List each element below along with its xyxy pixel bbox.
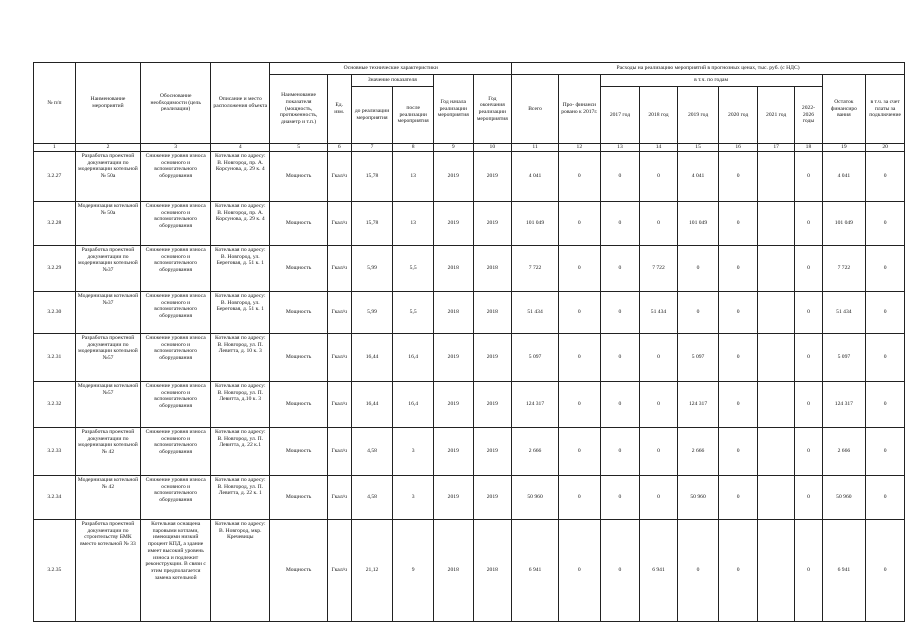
value-after: 9: [393, 520, 434, 622]
location: Котельная по адресу: В. Новгород, ул. П. Левитта, д.10 к. 3: [211, 382, 270, 428]
location: Котельная по адресу: В. Новгород, пр. А. Корсунова, д. 29 к. 4: [211, 202, 270, 246]
indicator: Мощность: [270, 202, 327, 246]
indicator: Мощность: [270, 246, 327, 292]
header-tech-group: Основные технические характеристики: [270, 63, 512, 75]
row-num: 3.2.31: [34, 334, 76, 382]
end-year: 2019: [473, 202, 512, 246]
incl-connection-fee: 0: [866, 334, 905, 382]
total-cost: 101 049: [512, 202, 559, 246]
indicator: Мощность: [270, 382, 327, 428]
column-number: 16: [719, 144, 758, 152]
cost-2021: [757, 152, 795, 202]
indicator: Мощность: [270, 476, 327, 520]
cost-2017: 0: [600, 202, 640, 246]
total-cost: 50 960: [512, 476, 559, 520]
cost-2022-2026: 0: [795, 334, 822, 382]
unit: Гкал/ч: [327, 246, 351, 292]
cost-2018: 0: [640, 152, 678, 202]
justification: Снижение уровня износа основного и вспомогательного оборудования: [141, 382, 211, 428]
location: Котельная по адресу: В. Новгород, мкр. Кречевицы: [211, 520, 270, 622]
column-number: 18: [795, 144, 822, 152]
cost-2018: 7 722: [640, 246, 678, 292]
cost-2021: [757, 334, 795, 382]
row-num: 3.2.32: [34, 382, 76, 428]
header-unit: Ед. изм.: [327, 75, 351, 144]
header-remaining: Остаток финансиро вания: [822, 75, 866, 144]
total-cost: 51 434: [512, 292, 559, 334]
cost-2017: 0: [600, 246, 640, 292]
measure-name: Разработка проектной документации по модернизации котельной №57: [75, 334, 141, 382]
justification: Снижение уровня износа основного и вспомогательного оборудования: [141, 428, 211, 476]
measure-name: Разработка проектной документации по строительству БМК вместо котельной № 33: [75, 520, 141, 622]
remaining: 51 434: [822, 292, 866, 334]
start-year: 2019: [433, 152, 473, 202]
cost-2019: 2 666: [677, 428, 719, 476]
cost-2017: 0: [600, 334, 640, 382]
total-cost: 5 097: [512, 334, 559, 382]
unit: Гкал/ч: [327, 202, 351, 246]
financed-2017: 0: [559, 476, 601, 520]
total-cost: 7 722: [512, 246, 559, 292]
header-start-year: Год начала реализации мероприятия: [433, 75, 473, 144]
column-number: 12: [559, 144, 601, 152]
value-before: 15,78: [351, 152, 393, 202]
location: Котельная по адресу: В. Новгород, ул. П. Левитта, д. 22 к.1: [211, 428, 270, 476]
cost-2018: 0: [640, 202, 678, 246]
row-num: 3.2.33: [34, 428, 76, 476]
cost-2019: 50 960: [677, 476, 719, 520]
header-after: после реализации мероприятия: [393, 87, 434, 144]
column-number: 1: [34, 144, 76, 152]
cost-2022-2026: 0: [795, 202, 822, 246]
cost-2022-2026: 0: [795, 428, 822, 476]
cost-2018: 0: [640, 428, 678, 476]
column-number: 20: [866, 144, 905, 152]
financed-2017: 0: [559, 202, 601, 246]
start-year: 2019: [433, 334, 473, 382]
column-number: 2: [75, 144, 141, 152]
column-number: 19: [822, 144, 866, 152]
incl-connection-fee: 0: [866, 246, 905, 292]
value-before: 5,99: [351, 246, 393, 292]
justification: Котельная оснащена паровыми котлами, имеющими низкий процент КПД, а здание имеет высокий уровень износа и подлежит реконструкции. В связи с этим предполагается замена котельной: [141, 520, 211, 622]
justification: Снижение уровня износа основного и вспомогательного оборудования: [141, 246, 211, 292]
incl-connection-fee: 0: [866, 476, 905, 520]
column-number: 8: [393, 144, 434, 152]
value-before: 15,78: [351, 202, 393, 246]
header-y2018: 2018 год: [640, 87, 678, 144]
cost-2019: 0: [677, 246, 719, 292]
cost-2021: [757, 246, 795, 292]
total-cost: 2 666: [512, 428, 559, 476]
total-cost: 124 317: [512, 382, 559, 428]
header-expenses-group: Расходы на реализацию мероприятий в прогнозных ценах, тыс. руб. (с НДС): [512, 63, 905, 75]
financed-2017: 0: [559, 520, 601, 622]
cost-2019: 101 049: [677, 202, 719, 246]
incl-connection-fee: 0: [866, 292, 905, 334]
row-num: 3.2.30: [34, 292, 76, 334]
remaining: 2 666: [822, 428, 866, 476]
column-number-row: [34, 144, 905, 152]
start-year: 2019: [433, 476, 473, 520]
value-before: 5,99: [351, 292, 393, 334]
cost-2020: 0: [719, 202, 758, 246]
value-before: 21,12: [351, 520, 393, 622]
header-y2020: 2020 год: [719, 87, 758, 144]
column-number: 4: [211, 144, 270, 152]
value-before: 4,58: [351, 476, 393, 520]
remaining: 4 041: [822, 152, 866, 202]
justification: Снижение уровня износа основного и вспомогательного оборудования: [141, 152, 211, 202]
unit: Гкал/ч: [327, 520, 351, 622]
header-before: до реализации мероприятия: [351, 87, 393, 144]
cost-2022-2026: 0: [795, 292, 822, 334]
start-year: 2019: [433, 202, 473, 246]
end-year: 2019: [473, 334, 512, 382]
cost-2018: 0: [640, 334, 678, 382]
column-number: 9: [433, 144, 473, 152]
table-row: [34, 428, 905, 476]
cost-2020: 0: [719, 334, 758, 382]
value-after: 5,5: [393, 292, 434, 334]
header-location: Описание и место расположения объекта: [211, 63, 270, 144]
header-total: Всего: [512, 75, 559, 144]
incl-connection-fee: 0: [866, 520, 905, 622]
indicator: Мощность: [270, 334, 327, 382]
cost-2019: 0: [677, 520, 719, 622]
row-num: 3.2.27: [34, 152, 76, 202]
table-row: [34, 202, 905, 246]
cost-2020: 0: [719, 476, 758, 520]
value-before: 16,44: [351, 382, 393, 428]
justification: Снижение уровня износа основного и вспомогательного оборудования: [141, 476, 211, 520]
cost-2021: [757, 292, 795, 334]
cost-2022-2026: 0: [795, 246, 822, 292]
cost-2017: 0: [600, 152, 640, 202]
cost-2020: 0: [719, 428, 758, 476]
cost-2017: 0: [600, 428, 640, 476]
end-year: 2019: [473, 382, 512, 428]
start-year: 2018: [433, 246, 473, 292]
remaining: 124 317: [822, 382, 866, 428]
header-financed-2017: Про- финанси ровано к 2017г.: [559, 75, 601, 144]
location: Котельная по адресу: В. Новгород, ул. Береговая, д. 51 к. 1: [211, 292, 270, 334]
end-year: 2018: [473, 246, 512, 292]
column-number: 5: [270, 144, 327, 152]
measure-name: Разработка проектной документации по модернизации котельной №37: [75, 246, 141, 292]
cost-2021: [757, 428, 795, 476]
header-y2021: 2021 год: [757, 87, 795, 144]
header-indicator-name: Наименование показателя (мощность, протяженность, диаметр и т.п.): [270, 75, 327, 144]
table-row: [34, 382, 905, 428]
remaining: 50 960: [822, 476, 866, 520]
start-year: 2019: [433, 428, 473, 476]
cost-2020: 0: [719, 292, 758, 334]
unit: Гкал/ч: [327, 152, 351, 202]
value-after: 3: [393, 428, 434, 476]
cost-2021: [757, 476, 795, 520]
header-y2019: 2019 год: [677, 87, 719, 144]
unit: Гкал/ч: [327, 476, 351, 520]
total-cost: 6 941: [512, 520, 559, 622]
cost-2019: 5 097: [677, 334, 719, 382]
start-year: 2019: [433, 382, 473, 428]
table-row: [34, 246, 905, 292]
cost-2017: 0: [600, 520, 640, 622]
measure-name: Модернизация котельной №37: [75, 292, 141, 334]
header-y2017: 2017 год: [600, 87, 640, 144]
measure-name: Модернизация котельной № 42: [75, 476, 141, 520]
value-after: 16,4: [393, 382, 434, 428]
cost-2020: 0: [719, 520, 758, 622]
end-year: 2019: [473, 428, 512, 476]
cost-2022-2026: 0: [795, 382, 822, 428]
incl-connection-fee: 0: [866, 202, 905, 246]
value-after: 13: [393, 152, 434, 202]
column-number: 15: [677, 144, 719, 152]
measure-name: Модернизация котельной № 50а: [75, 202, 141, 246]
cost-2022-2026: 0: [795, 520, 822, 622]
value-after: 3: [393, 476, 434, 520]
value-before: 4,58: [351, 428, 393, 476]
value-after: 5,5: [393, 246, 434, 292]
value-after: 13: [393, 202, 434, 246]
justification: Снижение уровня износа основного и вспомогательного оборудования: [141, 202, 211, 246]
column-number: 11: [512, 144, 559, 152]
column-number: 7: [351, 144, 393, 152]
cost-2018: 6 941: [640, 520, 678, 622]
indicator: Мощность: [270, 152, 327, 202]
cost-2018: 0: [640, 476, 678, 520]
end-year: 2018: [473, 520, 512, 622]
indicator: Мощность: [270, 292, 327, 334]
cost-2020: 0: [719, 246, 758, 292]
value-after: 16,4: [393, 334, 434, 382]
cost-2017: 0: [600, 476, 640, 520]
end-year: 2018: [473, 292, 512, 334]
location: Котельная по адресу: В. Новгород, ул. П. Левитта, д. 10 к. 3: [211, 334, 270, 382]
header-incl-fee: в т.ч. за счет платы за подключение: [866, 75, 905, 144]
indicator: Мощность: [270, 428, 327, 476]
financed-2017: 0: [559, 292, 601, 334]
financed-2017: 0: [559, 152, 601, 202]
cost-2020: 0: [719, 152, 758, 202]
cost-2018: 0: [640, 382, 678, 428]
header-name: Наименование мероприятий: [75, 63, 141, 144]
column-number: 10: [473, 144, 512, 152]
incl-connection-fee: 0: [866, 382, 905, 428]
justification: Снижение уровня износа основного и вспомогательного оборудования: [141, 292, 211, 334]
table-row: [34, 152, 905, 202]
cost-2022-2026: 0: [795, 476, 822, 520]
cost-2017: 0: [600, 382, 640, 428]
measure-name: Модернизация котельной №57: [75, 382, 141, 428]
cost-2022-2026: 0: [795, 152, 822, 202]
location: Котельная по адресу: В. Новгород, ул. П. Левитта, д. 22 к. 1: [211, 476, 270, 520]
cost-2020: 0: [719, 382, 758, 428]
cost-2018: 51 434: [640, 292, 678, 334]
header-value-group: Значение показателя: [351, 75, 433, 87]
cost-2017: 0: [600, 292, 640, 334]
unit: Гкал/ч: [327, 428, 351, 476]
cost-2019: 0: [677, 292, 719, 334]
location: Котельная по адресу: В. Новгород, ул. Береговая, д. 51 к. 1: [211, 246, 270, 292]
value-before: 16,44: [351, 334, 393, 382]
table-row: [34, 334, 905, 382]
financed-2017: 0: [559, 382, 601, 428]
unit: Гкал/ч: [327, 292, 351, 334]
end-year: 2019: [473, 476, 512, 520]
financed-2017: 0: [559, 246, 601, 292]
remaining: 101 049: [822, 202, 866, 246]
table-row: [34, 476, 905, 520]
start-year: 2018: [433, 520, 473, 622]
start-year: 2018: [433, 292, 473, 334]
cost-2021: [757, 382, 795, 428]
remaining: 5 097: [822, 334, 866, 382]
remaining: 7 722: [822, 246, 866, 292]
location: Котельная по адресу: В. Новгород, пр. А. Корсунова, д. 29 к. 4: [211, 152, 270, 202]
table-row: [34, 520, 905, 622]
total-cost: 4 041: [512, 152, 559, 202]
table-row: [34, 292, 905, 334]
header-num: № п/п: [34, 63, 76, 144]
cost-2021: [757, 202, 795, 246]
indicator: Мощность: [270, 520, 327, 622]
column-number: 17: [757, 144, 795, 152]
header-end-year: Год окончания реализации мероприятия: [473, 75, 512, 144]
justification: Снижение уровня износа основного и вспомогательного оборудования: [141, 334, 211, 382]
cost-2019: 4 041: [677, 152, 719, 202]
header-justification: Обоснование необходимости (цель реализации): [141, 63, 211, 144]
table-header: [34, 63, 905, 152]
column-number: 3: [141, 144, 211, 152]
measure-name: Разработка проектной документации по модернизации котельной № 42: [75, 428, 141, 476]
column-number: 13: [600, 144, 640, 152]
row-num: 3.2.28: [34, 202, 76, 246]
header-by-years: в т.ч. по годам: [600, 75, 822, 87]
remaining: 6 941: [822, 520, 866, 622]
incl-connection-fee: 0: [866, 428, 905, 476]
measure-name: Разработка проектной документации по модернизации котельной № 50а: [75, 152, 141, 202]
column-number: 14: [640, 144, 678, 152]
row-num: 3.2.29: [34, 246, 76, 292]
cost-2019: 124 317: [677, 382, 719, 428]
cost-2021: [757, 520, 795, 622]
header-y2022: 2022- 2026 годы: [795, 87, 822, 144]
unit: Гкал/ч: [327, 334, 351, 382]
end-year: 2019: [473, 152, 512, 202]
table-body: [34, 152, 905, 622]
financed-2017: 0: [559, 428, 601, 476]
incl-connection-fee: 0: [866, 152, 905, 202]
row-num: 3.2.35: [34, 520, 76, 622]
column-number: 6: [327, 144, 351, 152]
investment-table: [33, 62, 905, 622]
unit: Гкал/ч: [327, 382, 351, 428]
row-num: 3.2.34: [34, 476, 76, 520]
financed-2017: 0: [559, 334, 601, 382]
